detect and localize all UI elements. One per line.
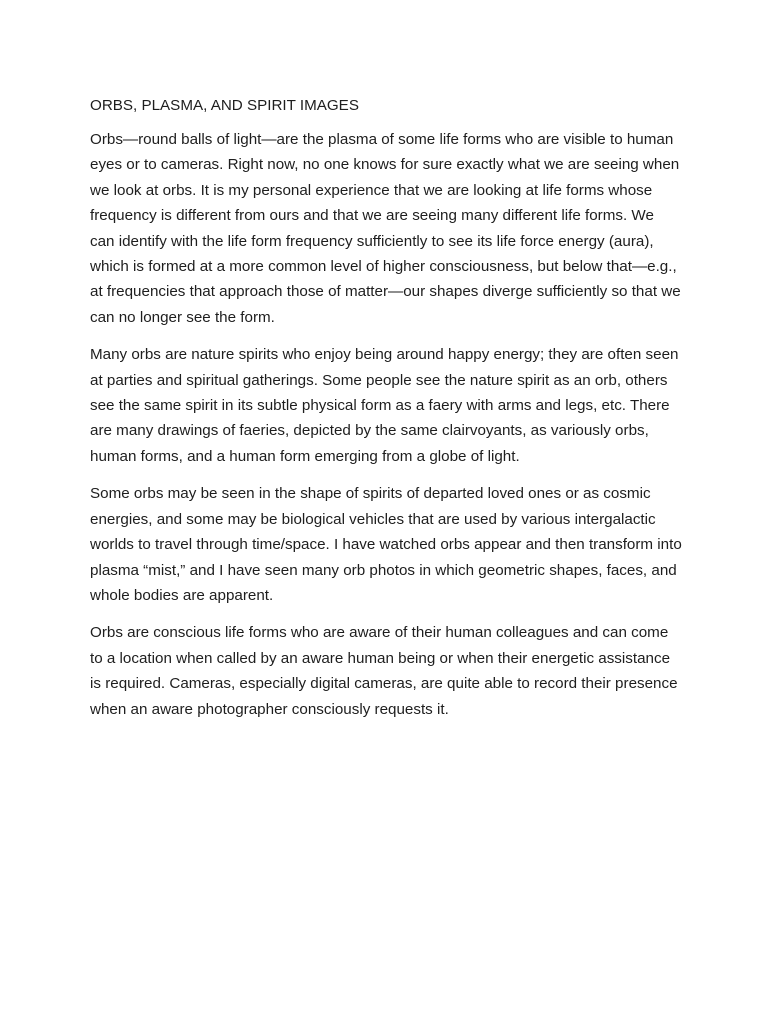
paragraph: Orbs—round balls of light—are the plasma of some life forms who are visible to human eyes or to cameras. Right now, no one knows for sure exactly what we are seeing when we look at orbs. It is my personal experience that we are looking at life forms whose frequency is different from ours and that we are seeing many different life forms. We can identify with the life form frequency sufficiently to see its life force energy (aura), which is formed at a more common level of higher consciousness, but below that—e.g., at frequencies that approach those of matter—our shapes diverge sufficiently so that we can no longer see the form. xyxy=(90,131,681,326)
paragraph: Many orbs are nature spirits who enjoy being around happy energy; they are often seen at parties and spiritual gatherings. Some people see the nature spirit as an orb, others see the same spirit in its subtle physical form as a faery with arms and legs, etc. There are many drawings of faeries, depicted by the same clairvoyants, as variously orbs, human forms, and a human form emerging from a globe of light. xyxy=(90,346,679,465)
paragraph: Orbs are conscious life forms who are aware of their human colleagues and can come to a location when called by an aware human being or when their energetic assistance is required. Cameras, especially digital cameras, are quite able to record their presence when an aware photographer consciously requests it. xyxy=(90,624,678,718)
document-body xyxy=(90,95,682,734)
paragraph: Some orbs may be seen in the shape of spirits of departed loved ones or as cosmic energies, and some may be biological vehicles that are used by various intergalactic worlds to travel through time/space. I have watched orbs appear and then transform into plasma “mist,” and I have seen many orb photos in which geometric shapes, faces, and whole bodies are apparent. xyxy=(90,485,682,604)
document-title: ORBS, PLASMA, AND SPIRIT IMAGES xyxy=(90,97,359,114)
